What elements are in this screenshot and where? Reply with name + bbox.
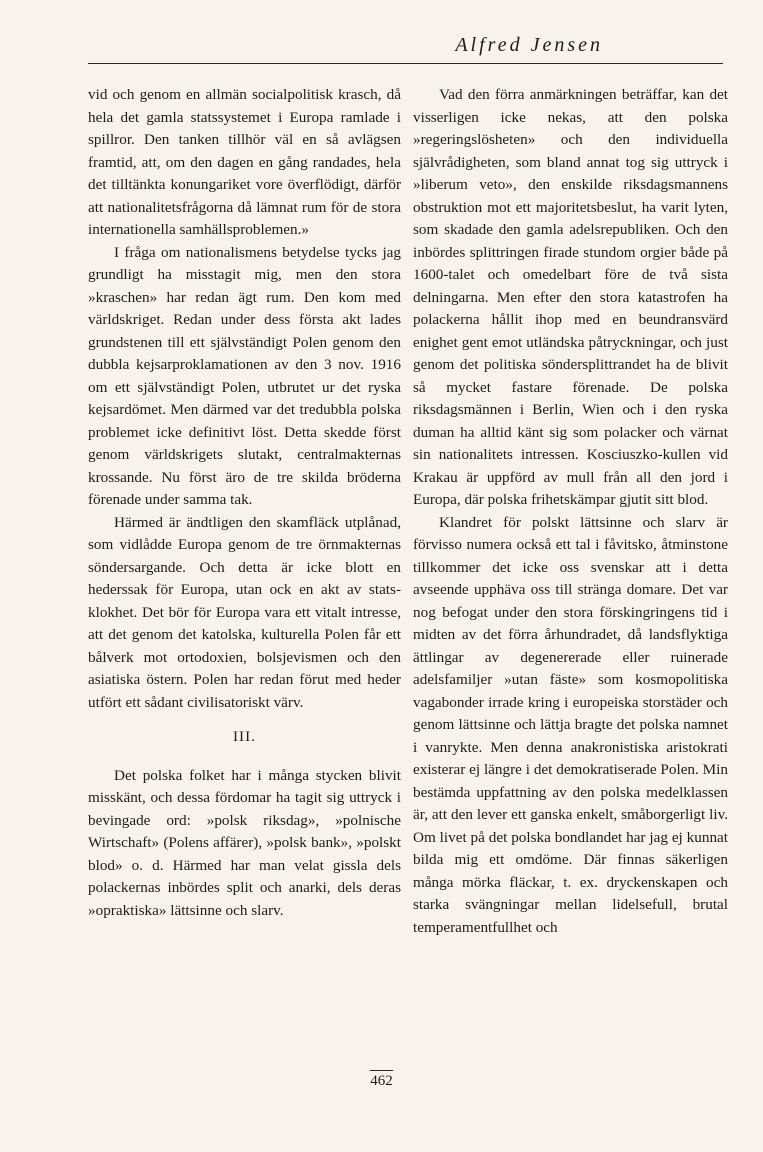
section-heading: III. — [233, 728, 256, 745]
right-column — [413, 84, 728, 939]
running-title: Alfred Jensen — [455, 34, 603, 56]
paragraph: I fråga om nationalismens betydelse tycks jag grundligt ha misstagit mig, men den stora »kraschen» har redan ägt rum. Den kom med världskriget. Redan under dess första akt lades grundstenen till ett självständigt Polen genom den dubbla kejsarproklamationen av den 3 nov. 1916 om ett självständigt Polen, utbrutet ur det ryska kejsardömet. Men därmed var det tredubbla polska problemet icke definitivt löst. Detta skedde först genom världskrigets slutakt, centralmakternas krossande. Nu först äro de tre skilda bröderna förenade under samma tak. — [88, 243, 401, 508]
paragraph: Det polska folket har i många stycken blivit misskänt, och dessa fördomar ha tagit sig uttryck i bevingade ord: »polsk riksdag», »polnische Wirtschaft» (Polens affärer), »polsk bank», »polskt blod» o. d. Härmed har man velat gissla dels polackernas inbördes split och anarki, dels deras »opraktiska» lättsinne och slarv. — [88, 766, 401, 919]
left-column — [88, 84, 401, 922]
paragraph: Klandret för polskt lättsinne och slarv är förvisso numera också ett tal i fåvitsko, åtminstone tillkommer det icke oss svenskar att i detta avseende upphäva oss till stränga domare. Det var nog befogat under den stora förskingringens tid i midten av det förra århundradet, då landsflyktiga ättlingar av degenererade eller ruinerade adelsfamiljer »utan fäste» som kosmopolitiska vagabonder irrade kring i europeiska storstäder och genom lättsinne och lättja bragte det polska namnet i vanrykte. Men denna anakronistiska aristokrati existerar ej längre i det demokratiserade Polen. Min bestämda uppfattning av den polska medelklassen är, att den lever ett ganska enkelt, småborgerligt liv. Om livet på det polska bondlandet har jag ej kunnat bilda mig ett omdöme. Där finnas säkerligen många mörka fläckar, t. ex. dryckenskapen och starka svängningar mellan lidelsefull, brutal temperamentfullhet och — [413, 513, 728, 936]
running-header — [88, 30, 693, 64]
paragraph: Vad den förra anmärkningen beträffar, kan det visserligen icke nekas, att den polska »regeringslösheten» och den individuella självrådigheten, som bland annat tog sig uttryck i »liberum veto», den enskilde riksdagsmannens obstruktion mot ett majoritetsbeslut, ha varit lyten, som skadade den gamla adelsrepubliken. Och den inbördes splittringen firade stundom orgier både på 1600-talet och omedelbart före de två sista delningarna. Men efter den stora katastrofen ha polackerna hållit ihop med en beundransvärd enighet gent emot utländska påtryckningar, och just genom det politiska söndersplittrandet ha de blivit så mycket fastare förenade. De polska riksdagsmännen i Berlin, Wien och i den ryska duman ha alltid känt sig som polacker och värnat sin nationalitets intressen. Kosciuszko-kullen vid Krakau är uppförd av mull från all den jord i Europa, där polska frihetskämpar gjutit sitt blod. — [413, 86, 728, 508]
paragraph: vid och genom en allmän socialpolitisk krasch, då hela det gamla statssystemet i Europa ramlade i spillror. Den tanken tillhör väl en så avlägsen framtid, att, om den dagen en gång randades, hela det tilltänkta konungariket vore överflödigt, därför att nationalitetsfrågorna då lämnat rum för de stora internationella samhällsproblemen.» — [88, 86, 401, 238]
paragraph: Härmed är ändtligen den skamfläck utplånad, som vidlådde Europa genom de tre örnmakternas söndersargande. Och detta är icke blott en hederssak för Europa, utan ock en akt av statsklokhet. Det bör för Europa vara ett vitalt intresse, att det genom det katolska, kulturella Polen får ett bålverk mot ortodoxien, bolsjevismen och den asiatiska östern. Polen har redan förut med heder utfört ett sådant civilisatoriskt värv. — [88, 513, 401, 711]
header-rule — [88, 63, 723, 64]
page-number — [0, 1073, 763, 1090]
page-number-text: 462 — [370, 1070, 393, 1089]
